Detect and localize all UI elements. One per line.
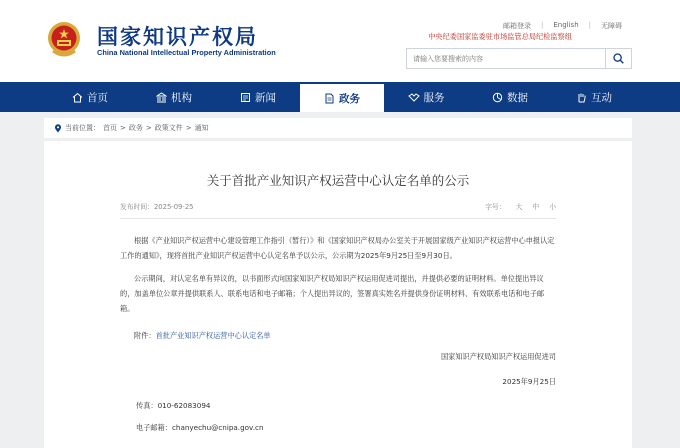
breadcrumb-separator: > bbox=[145, 124, 152, 132]
accessibility-link[interactable]: 无障碍 bbox=[601, 22, 622, 30]
contact-email: 电子邮箱：chanyechu@cnipa.gov.cn bbox=[136, 423, 264, 432]
nav-item-organization[interactable] bbox=[132, 82, 216, 112]
mail-login-link[interactable]: 邮箱登录 bbox=[503, 22, 531, 30]
breadcrumb-separator: > bbox=[185, 124, 192, 132]
font-size-controls bbox=[485, 201, 556, 211]
nav-label: 新闻 bbox=[255, 91, 276, 104]
pie-chart-icon bbox=[492, 92, 503, 103]
nav-item-home[interactable] bbox=[48, 82, 132, 112]
document-icon bbox=[324, 93, 335, 104]
paragraph-2-text: 公示期间，对认定名单有异议的，以书面形式向国家知识产权局知识产权运用促进司提出，并提供必要的证明材料。单位提出异议的，加盖单位公章并提供联系人、联系电话和电子邮箱；个人提出异议的，签署真实姓名并提供身份证明材料、有效联系电话和电子邮箱。 bbox=[120, 274, 545, 313]
search-button[interactable] bbox=[605, 49, 631, 68]
national-emblem-icon bbox=[47, 21, 81, 57]
breadcrumb-item-notice[interactable]: 通知 bbox=[194, 124, 209, 132]
attachment-link[interactable]: 首批产业知识产权运营中心认定名单 bbox=[155, 331, 271, 340]
search-box bbox=[406, 48, 632, 69]
breadcrumb-item-policy-docs[interactable]: 政策文件 bbox=[154, 124, 183, 132]
breadcrumb-item-government[interactable]: 政务 bbox=[128, 124, 143, 132]
article-paragraph-1: 根据《产业知识产权运营中心建设管理工作指引（暂行）》和《国家知识产权局办公室关于开展国家级产业知识产权运营中心申报认定工作的通知》，现将首批产业知识产权运营中心认定名单予以公示，公示期为2025年9月25日至9月30日。 bbox=[120, 236, 555, 260]
breadcrumb-item-home[interactable]: 首页 bbox=[103, 124, 117, 132]
nav-label: 首页 bbox=[87, 91, 108, 104]
building-icon bbox=[156, 92, 167, 103]
site-header bbox=[0, 0, 680, 82]
hand-icon bbox=[576, 92, 587, 103]
breadcrumb-prefix: 当前位置： bbox=[65, 124, 100, 132]
discipline-link[interactable]: 中央纪委国家监委驻市场监管总局纪检监察组 bbox=[428, 32, 572, 41]
search-input[interactable] bbox=[413, 52, 593, 66]
divider: | bbox=[588, 21, 591, 29]
home-icon bbox=[72, 92, 83, 103]
nav-item-government[interactable] bbox=[300, 82, 384, 112]
issuing-organization: 国家知识产权局知识产权运用促进司 bbox=[440, 352, 556, 361]
article-title: 关于首批产业知识产权运营中心认定名单的公示 bbox=[206, 173, 470, 188]
main-nav bbox=[0, 82, 680, 112]
search-icon bbox=[613, 53, 624, 64]
nav-item-service[interactable] bbox=[384, 82, 468, 112]
article-paragraph-2 bbox=[120, 271, 556, 316]
nav-label: 服务 bbox=[423, 91, 445, 104]
top-links bbox=[493, 21, 632, 31]
publish-date: 发布时间：2025-09-25 bbox=[120, 203, 194, 211]
nav-label: 政务 bbox=[339, 92, 360, 105]
nav-label: 互动 bbox=[591, 91, 612, 104]
attachment-line bbox=[120, 328, 556, 343]
nav-label: 数据 bbox=[507, 91, 528, 104]
fax-number: 传真：010-62083094 bbox=[136, 401, 211, 410]
breadcrumb bbox=[44, 118, 632, 138]
article-meta bbox=[120, 201, 556, 219]
site-logo-subtitle: China National Intellectual Property Administration bbox=[97, 48, 276, 57]
attachment-label: 附件： bbox=[134, 331, 156, 340]
font-size-medium-button[interactable]: 中 bbox=[532, 203, 540, 211]
news-icon bbox=[240, 92, 251, 103]
breadcrumb-separator: > bbox=[120, 124, 126, 132]
nav-item-interaction[interactable] bbox=[552, 82, 636, 112]
article-panel bbox=[44, 141, 632, 448]
divider: | bbox=[541, 21, 544, 29]
nav-label: 机构 bbox=[171, 91, 192, 104]
font-size-label: 字号： bbox=[485, 203, 506, 211]
english-link[interactable]: English bbox=[553, 21, 579, 29]
handshake-icon bbox=[408, 92, 420, 103]
location-pin-icon bbox=[54, 124, 62, 133]
font-size-large-button[interactable]: 大 bbox=[515, 203, 523, 211]
nav-item-news[interactable] bbox=[216, 82, 300, 112]
font-size-small-button[interactable]: 小 bbox=[549, 203, 556, 211]
signature-date: 2025年9月25日 bbox=[502, 377, 556, 386]
site-logo-title[interactable]: 国家知识产权局 bbox=[97, 25, 258, 49]
nav-item-data[interactable] bbox=[468, 82, 552, 112]
